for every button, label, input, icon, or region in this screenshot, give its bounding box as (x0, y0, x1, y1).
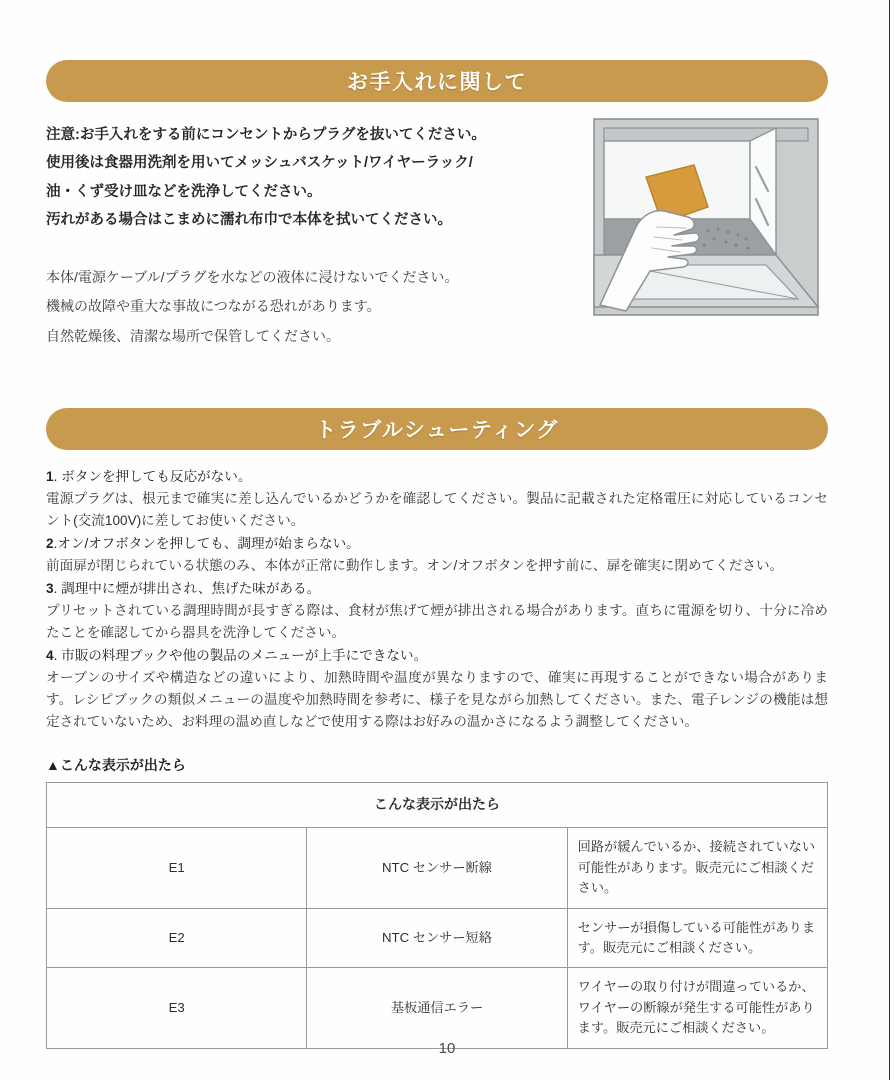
error-name-cell: NTC センサー短絡 (307, 908, 567, 968)
troubleshooting-list (46, 466, 828, 733)
care-warning-line: 注意:お手入れをする前にコンセントからプラグを抜いてください。 (46, 127, 486, 143)
error-description-cell: センサーが損傷している可能性があります。販売元にご相談ください。 (567, 908, 827, 968)
error-code-cell: E2 (47, 908, 307, 968)
table-row (47, 908, 828, 968)
error-description-cell: 回路が緩んでいるか、接続されていない可能性があります。販売元にご相談ください。 (567, 828, 827, 908)
care-text-column (46, 124, 546, 347)
troubleshooting-answer: オーブンのサイズや構造などの違いにより、加熱時間や温度が異なりますので、確実に再現することができない場合があります。レシピブックの類似メニューの温度や加熱時間を参考に、様子を見ながら加熱してください。また、電子レンジの機能は想定されていないため、お料理の温め直しなどで使用する際はお好みの温かさになるよう調整してください。 (46, 670, 828, 730)
section-banner-troubleshooting: トラブルシューティング (46, 408, 828, 450)
care-section-body (46, 124, 828, 364)
troubleshooting-question (46, 466, 828, 488)
troubleshooting-answer: 前面扉が閉じられている状態のみ、本体が正常に動作します。オン/オフボタンを押す前に、扉を確実に閉めてください。 (46, 558, 784, 574)
question-text: . 調理中に煙が排出され、焦げた味がある。 (53, 581, 321, 597)
care-warning-block (46, 124, 546, 232)
item-number: 1 (46, 469, 54, 484)
error-table-caption: ▲こんな表示が出たら (46, 757, 186, 774)
question-text: . 市販の料理ブックや他の製品のメニューが上手にできない。 (53, 648, 428, 664)
care-warning-line: 使用後は食器用洗剤を用いてメッシュバスケット/ワイヤーラック/ (46, 155, 473, 172)
care-warning-line: 汚れがある場合はこまめに濡れ布巾で本体を拭いてください。 (46, 212, 452, 229)
error-name-cell: NTC センサー断線 (307, 828, 567, 908)
care-note-line: 機械の故障や重大な事故につながる恐れがあります。 (46, 298, 381, 315)
error-name-cell: 基板通信エラー (307, 968, 567, 1048)
page-content (46, 0, 828, 1049)
table-row (47, 968, 828, 1048)
oven-cleaning-illustration (590, 115, 830, 327)
care-note-block (46, 266, 546, 347)
error-code-cell: E1 (47, 828, 307, 908)
troubleshooting-question (46, 533, 828, 555)
page-number: 10 (438, 1040, 456, 1057)
care-note-line: 本体/電源ケーブル/プラグを水などの液体に浸けないでください。 (46, 268, 459, 285)
troubleshooting-answer: プリセットされている調理時間が長すぎる際は、食材が焦げて煙が排出される場合があります。直ちに電源を切り、十分に冷めたことを確認してから器具を洗浄してください。 (46, 603, 828, 641)
error-code-cell: E3 (47, 968, 307, 1048)
item-number: 4 (46, 648, 54, 664)
troubleshooting-question (46, 578, 828, 600)
troubleshooting-question (46, 645, 828, 667)
question-text: . ボタンを押しても反応がない。 (53, 469, 252, 484)
care-note-line: 自然乾燥後、清潔な場所で保管してください。 (46, 327, 340, 344)
care-warning-line: 油・くず受け皿などを洗浄してください。 (46, 183, 322, 200)
table-header-row (47, 783, 828, 828)
error-code-table (46, 782, 828, 1049)
question-text: .オン/オフボタンを押しても、調理が始まらない。 (53, 536, 360, 552)
troubleshooting-section (46, 408, 828, 733)
table-row (47, 828, 828, 908)
troubleshooting-answer: 電源プラグは、根元まで確実に差し込んでいるかどうかを確認してください。製品に記載された定格電圧に対応しているコンセント(交流100V)に差してお使いください。 (46, 491, 828, 529)
item-number: 3 (46, 581, 54, 597)
error-description-cell: ワイヤーの取り付けが間違っているか、ワイヤーの断線が発生する可能性があります。販売元にご相談ください。 (567, 968, 827, 1048)
item-number: 2 (46, 536, 54, 552)
page-edge-rule (889, 0, 890, 1080)
error-table-header: こんな表示が出たら (47, 783, 828, 828)
section-banner-care: お手入れに関して (46, 60, 828, 102)
